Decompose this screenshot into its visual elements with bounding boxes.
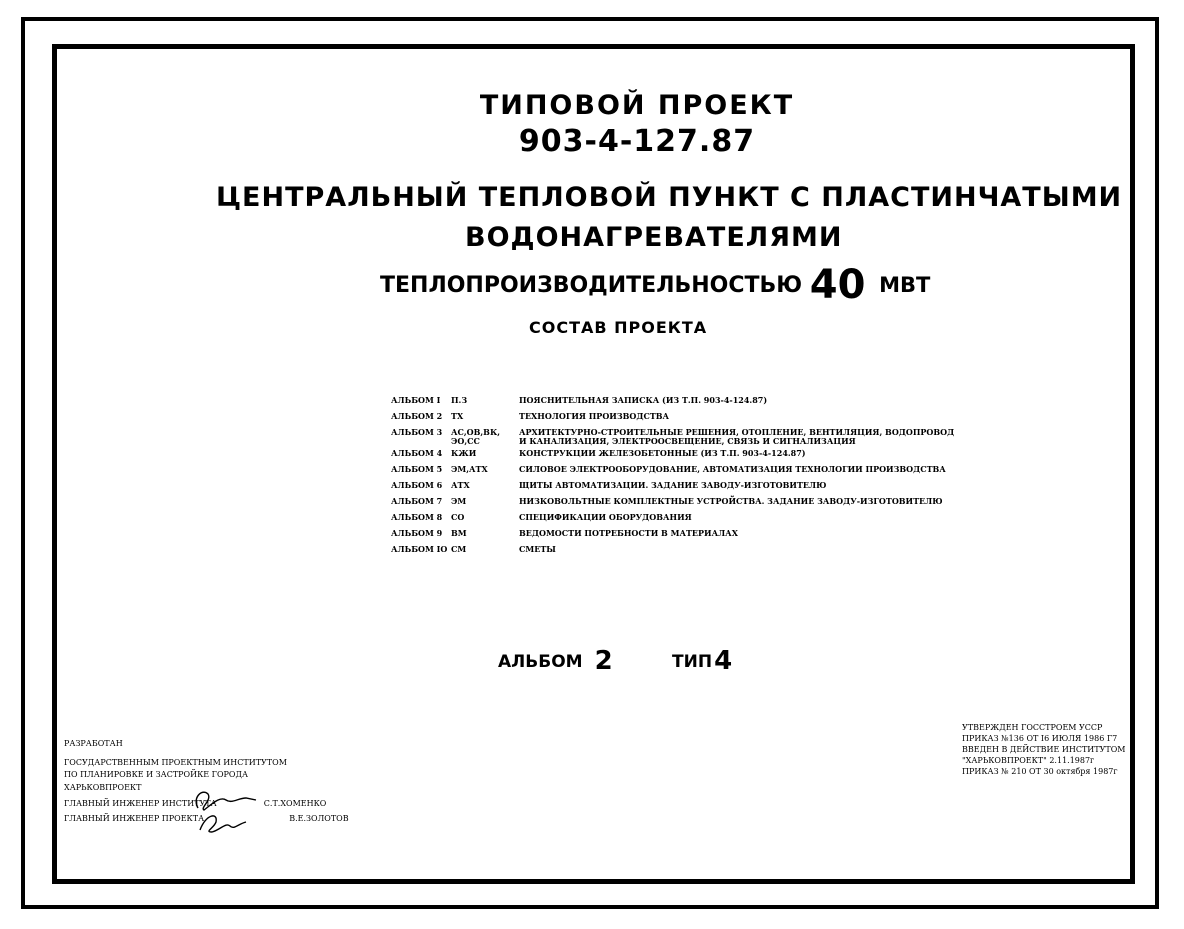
developer-line: ГОСУДАРСТВЕННЫМ ПРОЕКТНЫМ ИНСТИТУТОМ xyxy=(64,757,287,767)
approval-line: ПРИКАЗ № 210 ОТ 30 октября 1987г xyxy=(962,767,1118,776)
album-description: ЩИТЫ АВТОМАТИЗАЦИИ. ЗАДАНИЕ ЗАВОДУ-ИЗГОТОВИТЕЛЮ xyxy=(519,480,827,490)
developer-line: ХАРЬКОВПРОЕКТ xyxy=(64,782,142,792)
album-code-line-1: АС,ОВ,ВК, xyxy=(451,427,501,437)
approval-line: "ХАРЬКОВПРОЕКТ" 2.11.1987г xyxy=(962,756,1095,765)
album-code: ВМ xyxy=(451,528,467,538)
album-description: НИЗКОВОЛЬТНЫЕ КОМПЛЕКТНЫЕ УСТРОЙСТВА. ЗАДАНИЕ ЗАВОДУ-ИЗГОТОВИТЕЛЮ xyxy=(519,496,943,506)
type-label: ТИП xyxy=(672,652,713,672)
album-description: СПЕЦИФИКАЦИИ ОБОРУДОВАНИЯ xyxy=(519,512,692,522)
album-name: АЛЬБОМ 4 xyxy=(391,448,443,458)
album-description: КОНСТРУКЦИИ ЖЕЛЕЗОБЕТОННЫЕ (ИЗ Т.П. 903-4-124.87) xyxy=(519,448,806,458)
composition-title: СОСТАВ ПРОЕКТА xyxy=(529,318,708,337)
album-description-line-2: И КАНАЛИЗАЦИЯ, ЭЛЕКТРООСВЕЩЕНИЕ, СВЯЗЬ И СИГНАЛИЗАЦИЯ xyxy=(519,435,856,446)
album-name: АЛЬБОМ 6 xyxy=(391,480,443,490)
album-description: ВЕДОМОСТИ ПОТРЕБНОСТИ В МАТЕРИАЛАХ xyxy=(519,528,738,538)
approval-block xyxy=(962,722,1126,777)
album-description-line-1: АРХИТЕКТУРНО-СТРОИТЕЛЬНЫЕ РЕШЕНИЯ, ОТОПЛЕНИЕ, ВЕНТИЛЯЦИЯ, ВОДОПРОВОД xyxy=(519,427,955,437)
album-code xyxy=(451,428,516,445)
album-code: СО xyxy=(451,512,465,522)
album-description: ПОЯСНИТЕЛЬНАЯ ЗАПИСКА (ИЗ Т.П. 903-4-124.87) xyxy=(519,395,768,405)
album-name: АЛЬБОМ IO xyxy=(391,544,448,554)
type-number: 4 xyxy=(714,646,733,676)
approval-line: УТВЕРЖДЕН ГОССТРОЕМ УССР xyxy=(962,723,1103,732)
project-number: 903-4-127.87 xyxy=(518,124,756,159)
album-description: СИЛОВОЕ ЭЛЕКТРООБОРУДОВАНИЕ, АВТОМАТИЗАЦИЯ ТЕХНОЛОГИИ ПРОИЗВОДСТВА xyxy=(519,464,946,474)
album-name: АЛЬБОМ 2 xyxy=(391,411,443,421)
title-line-1: ЦЕНТРАЛЬНЫЙ ТЕПЛОВОЙ ПУНКТ С ПЛАСТИНЧАТЫМИ xyxy=(216,182,1123,213)
title-line-2: ВОДОНАГРЕВАТЕЛЯМИ xyxy=(465,222,843,253)
album-name: АЛЬБОМ 8 xyxy=(391,512,443,522)
current-type xyxy=(672,646,732,676)
approval-line: ПРИКАЗ №136 ОТ I6 ИЮЛЯ 1986 Г7 xyxy=(962,734,1118,743)
album-description xyxy=(519,428,954,445)
album-code: ЭМ xyxy=(451,496,467,506)
album-code: КЖИ xyxy=(451,448,477,458)
developer-line: РАЗРАБОТАН xyxy=(64,739,123,748)
album-label: АЛЬБОМ xyxy=(498,652,583,672)
album-code: СМ xyxy=(451,544,467,554)
signature-project-engineer xyxy=(196,810,256,836)
album-code: П.З xyxy=(451,395,468,405)
project-engineer-name: В.Е.ЗОЛОТОВ xyxy=(289,813,349,823)
album-name: АЛЬБОМ 5 xyxy=(391,464,443,474)
album-description: ТЕХНОЛОГИЯ ПРОИЗВОДСТВА xyxy=(519,411,670,421)
album-number: 2 xyxy=(594,646,613,676)
developer-line: ПО ПЛАНИРОВКЕ И ЗАСТРОЙКЕ ГОРОДА xyxy=(64,770,249,779)
capacity-value: 40 xyxy=(809,262,866,308)
album-name: АЛЬБОМ I xyxy=(391,395,441,405)
approval-line: ВВЕДЕН В ДЕЙСТВИЕ ИНСТИТУТОМ xyxy=(962,745,1126,754)
title-line-3-prefix: ТЕПЛОПРОИЗВОДИТЕЛЬНОСТЬЮ xyxy=(380,273,803,298)
title-line-3 xyxy=(380,262,930,308)
album-name: АЛЬБОМ 9 xyxy=(391,528,443,538)
current-album xyxy=(498,646,613,676)
album-code: ТХ xyxy=(451,411,464,421)
capacity-unit: МВТ xyxy=(879,273,931,297)
album-name: АЛЬБОМ 3 xyxy=(391,427,443,437)
album-name: АЛЬБОМ 7 xyxy=(391,496,443,506)
album-code-line-2: ЭО,СС xyxy=(451,435,480,446)
project-engineer-label: ГЛАВНЫЙ ИНЖЕНЕР ПРОЕКТА xyxy=(64,813,205,823)
album-code: АТХ xyxy=(451,480,470,490)
album-description: СМЕТЫ xyxy=(519,544,556,554)
album-code: ЭМ,АТХ xyxy=(451,464,488,474)
chief-engineer-label: ГЛАВНЫЙ ИНЖЕНЕР ИНСТИТУТА xyxy=(64,799,217,808)
project-label: ТИПОВОЙ ПРОЕКТ xyxy=(479,90,795,121)
chief-engineer-name: С.Т.ХОМЕНКО xyxy=(263,799,327,808)
